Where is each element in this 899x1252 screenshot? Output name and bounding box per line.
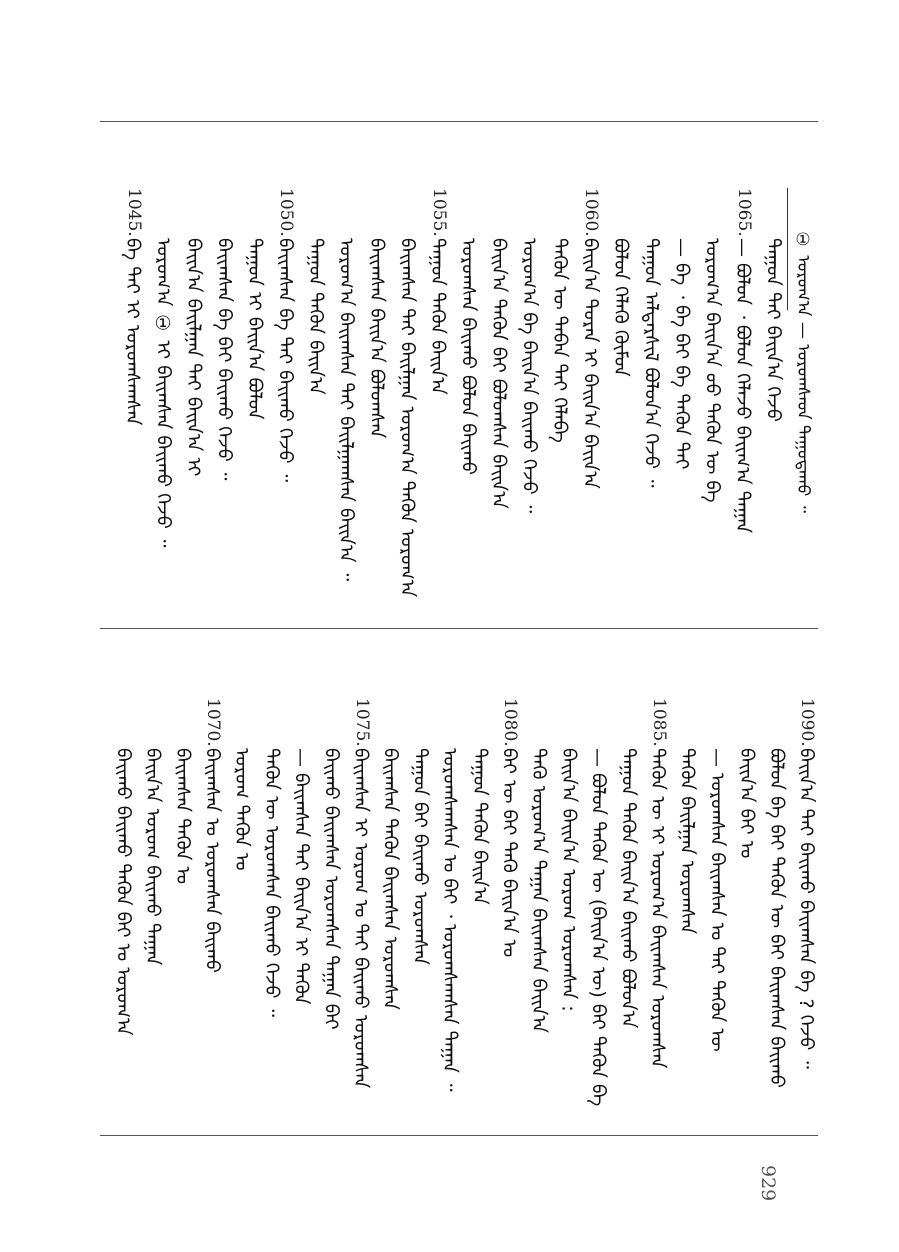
verse-text: ᠳᠠᠭᠤᠨ ᠲᠠᠢ ᠪᠠᠢᠨ᠎ᠠ ᠭᠡᠵᠦ — [762, 238, 784, 422]
verse-text: ᠪᠠᠢᠬᠤ ᠪᠠᠢᠬᠤ ᠲᠡᠭᠦᠨ ᠪᠠᠢ ᠤ ᠤᠷᠤᠭ᠎ᠠ — [111, 748, 134, 1036]
verse-text: ᠲᠡᠭᠦ ᠤᠷᠤᠭ᠎ᠠ ᠲᠠᠭᠠᠨ ᠪᠠᠢᠭᠰᠠᠨ ᠪᠠᠢᠨ᠎ᠠ — [527, 748, 550, 1034]
verse-text: ᠤᠷᠤᠭ ᠲᠡᠭᠦᠨ ᠤ — [230, 748, 253, 871]
verse-text: ᠪᠠᠢᠨ᠎ᠠ ᠪᠠᠢᠯᠭᠠᠨ ᠲᠠᠢ ᠪᠠᠢᠨ᠎ᠠ ᠢ — [182, 238, 205, 477]
verse-text: ᠲᠡᠭᠦᠨ ᠪᠠᠢᠯᠭᠠᠨ ᠤᠷᠤᠭᠰᠠᠨ — [676, 748, 699, 935]
verse-text: ᠲᠡᠭᠦᠨ ᠦ ᠤᠷᠤᠭᠰᠠᠨ ᠪᠠᠢᠬᠤ ᠭᠡᠵᠦ ᠃ — [260, 748, 283, 1017]
verse-text: ᠪᠠᠢᠭᠰᠠᠨ ᠪᠠ ᠪᠠᠢ ᠪᠠᠢᠬᠤ ᠭᠡᠵᠦ ᠃ — [213, 238, 235, 481]
verse-text: ᠤᠷᠤᠭ᠎ᠠ ① ᠢ ᠪᠠᠢᠭᠰᠠᠨ ᠪᠠᠢᠬᠤ ᠭᠡᠵᠦ ᠃ — [152, 238, 174, 548]
verse-text: ᠪᠠᠢᠨ᠎ᠠ ᠳᠤᠷᠠᠨ ᠢ ᠪᠠᠢᠨ᠎ᠠ ᠪᠠᠢᠨ᠎ᠠ — [579, 238, 601, 489]
verse-text: ᠪᠠᠢᠭᠰᠠᠨ ᠲᠡᠭᠦᠨ ᠪᠠᠢᠭᠰᠠᠨ ᠤᠷᠤᠭᠰᠠᠨ — [379, 748, 402, 1010]
verse-text: ᠳᠠᠭᠤᠨ ᠲᠡᠭᠦᠨ ᠪᠠᠢᠨ᠎ᠠ — [468, 748, 491, 905]
footnote-rule — [787, 188, 788, 310]
verse-text: ᠳᠠᠭᠤᠨ ᠲᠡᠭᠦᠨ ᠪᠠᠢᠨ᠎ᠠ — [304, 238, 327, 395]
verse-text: — ᠤᠷᠤᠭᠰᠠᠨ ᠪᠠᠢᠭᠰᠠᠨ ᠤ ᠲᠠᠢ ᠲᠡᠭᠦᠨ ᠦ — [705, 748, 728, 1052]
line-number: 1065. — [733, 188, 754, 237]
verse-text: ᠳᠠᠭᠤᠨ ᠲᠡᠭᠦᠨ ᠪᠠᠢᠨ᠎ᠠ — [426, 238, 449, 395]
verse-text: ᠤᠷᠤᠭ᠎ᠠ ᠪᠠᠢᠭᠰᠠᠨ ᠲᠠᠢ ᠪᠠᠢᠯᠭᠠᠭᠰᠠᠨ ᠪᠠᠢᠨ᠎ᠠ ᠃ — [335, 238, 357, 582]
verse-text: ᠪᠠᠢᠭᠰᠠᠨ ᠲᠡᠭᠦᠨ ᠤ — [171, 748, 194, 885]
verse-text: ᠪᠠ ᠲᠠᠢ ᠢ ᠤᠷᠤᠭᠰᠠᠭᠰᠠᠨ — [121, 238, 144, 426]
verse-text: ᠳᠠᠭᠤᠨ ᠢ ᠪᠠᠢᠨ᠎ᠠ ᠪᠣᠯᠣᠨ — [243, 238, 266, 420]
verse-text: ᠪᠠᠢᠭᠰᠠᠨ ᠤ ᠤᠷᠤᠭᠰᠠᠨ ᠪᠠᠢᠬᠤ — [201, 748, 223, 973]
line-number: 1080. — [500, 698, 520, 747]
verse-text: ᠪᠣᠯᠣᠨ ᠬᠡᠯᠡᠬᠦ ᠬᠦᠮᠦᠨ — [609, 238, 632, 377]
verse-text: ᠤᠷᠤᠭ᠎ᠠ ᠪᠠᠢᠨ᠎ᠠ ᠦᠦ ᠲᠡᠭᠦᠨ ᠦ ᠪᠠ — [701, 238, 723, 503]
verse-text: — ᠪᠠ ᠂ ᠪᠠ ᠪᠠᠢ ᠪᠠ ᠲᠡᠭᠦᠨ ᠲᠠᠢ — [670, 238, 693, 470]
top-rule — [100, 121, 818, 122]
verse-text: ᠪᠣᠯᠣᠨ ᠪᠠ ᠪᠠᠢ ᠲᠡᠭᠦᠨ ᠦ ᠪᠠᠢ ᠪᠠᠢᠭᠰᠠᠨ ᠪᠠᠢᠬᠤ — [765, 748, 788, 1088]
verse-text: — ᠪᠠᠢᠭᠰᠠᠨ ᠲᠠᠢ ᠪᠠᠢᠨ᠎ᠠ ᠢ ᠲᠡᠭᠦᠨ — [290, 748, 313, 1005]
verse-text: — ᠪᠣᠯᠣᠨ ᠲᠡᠭᠦᠨ ᠦ (ᠪᠠᠢᠨ᠎ᠠ ᠦ) ᠪᠠᠢ ᠲᠡᠭᠦᠨ ᠪᠠ — [587, 748, 610, 1107]
verse-text: ᠲᠡᠭᠦᠨ ᠦ ᠲᠠᠪᠠᠨ ᠲᠠᠢ ᠬᠡᠯᠡᠪᠡ — [548, 238, 571, 443]
verse-text: — ᠪᠣᠯᠣᠨ ᠂ ᠪᠣᠯᠣᠨ ᠬᠡᠯᠡᠵᠦ ᠪᠠᠢᠭ᠎ᠠ ᠲᠠᠭᠠᠨ — [731, 238, 754, 534]
verse-text: ᠪᠠᠢᠨ᠎ᠠ ᠲᠡᠭᠦᠨ ᠪᠠᠢ ᠪᠣᠯᠣᠭᠰᠠᠨ ᠪᠠᠢᠨ᠎ᠠ — [487, 238, 510, 509]
verse-text: ᠤᠷᠤᠭᠰᠠᠭᠰᠠᠨ ᠤ ᠪᠠᠢ ᠂ ᠤᠷᠤᠭᠰᠠᠭᠰᠠᠨ ᠲᠠᠭᠠᠨ ᠃ — [438, 748, 461, 1092]
verse-text: ᠪᠠᠢᠭᠰᠠᠨ ᠪᠠᠢᠨ᠎ᠠ ᠪᠣᠯᠣᠭᠰᠠᠨ — [365, 238, 388, 439]
line-number: 1050. — [276, 188, 296, 237]
verse-text: ᠤᠷᠤᠭ᠎ᠠ ᠪᠠ ᠪᠠᠢᠨ᠎ᠠ ᠪᠠᠢᠬᠤ ᠭᠡᠵᠦ ᠃ — [518, 238, 540, 514]
verse-text: ᠪᠠᠢᠭᠰᠠᠨ ᠪᠠ ᠲᠠᠢ ᠪᠠᠢᠬᠤ ᠭᠡᠵᠦ ᠃ — [274, 238, 296, 483]
verse-text: ᠪᠠᠢ ᠦ ᠪᠠᠢ ᠲᠡᠭᠦ ᠪᠠᠢᠨ᠎ᠠ ᠤ — [498, 748, 520, 958]
line-number: 1075. — [351, 698, 372, 747]
verse-text: ᠪᠠᠢᠨ᠎ᠠ ᠲᠠᠢ ᠪᠠᠢᠬᠤ ᠪᠠᠢᠭᠰᠠᠨ ᠪᠠ ? ᠭᠡᠵᠦ ᠃ — [795, 748, 817, 1069]
middle-rule — [100, 628, 818, 629]
verse-text: ᠳᠠᠭᠤᠨ ᠠᠯᠳᠠᠷᠰᠢᠯ ᠪᠣᠯᠤᠨ᠎ᠠ ᠭᠡᠵᠦ ᠃ — [640, 238, 662, 488]
verse-text: ᠳᠠᠭᠤᠨ ᠲᠡᠭᠦᠨ ᠪᠠᠢᠨ᠎ᠠ ᠪᠠᠢᠬᠤ ᠪᠣᠯᠣᠨ᠎ᠠ — [616, 748, 639, 1029]
verse-text: ᠲᠡᠭᠦᠨ ᠦ ᠢ ᠤᠷᠤᠭ᠎ᠠ ᠪᠠᠢᠭᠰᠠᠨ ᠤᠷᠤᠭᠰᠠᠨ — [646, 748, 669, 1069]
line-number: 1060. — [581, 188, 601, 237]
verse-text: ᠳᠠᠭᠤᠨ ᠪᠠᠢ ᠪᠠᠢᠬᠤ ᠤᠷᠤᠭᠰᠠᠨ — [408, 748, 431, 965]
verse-text: ᠪᠠᠢᠬᠤ ᠪᠠᠢᠭᠰᠠᠨ ᠤᠷᠤᠭᠰᠠᠨ ᠲᠠᠭᠠᠨ ᠪᠠᠢ — [319, 748, 342, 1030]
line-number: 1070. — [203, 698, 223, 747]
verse-text: ᠤᠷᠤᠭᠰᠠᠨ ᠪᠠᠢᠬᠤ ᠪᠣᠯᠣᠨ ᠪᠠᠢᠬᠤ — [457, 238, 479, 475]
verse-text: ᠪᠠᠢᠨ᠎ᠠ ᠪᠠᠢᠨ᠎ᠠ ᠤᠷᠤᠭ ᠤᠷᠤᠭᠰᠠᠨ : — [557, 748, 580, 1012]
verse-text: ᠪᠠᠢᠭᠰᠠᠨ ᠲᠠᠢ ᠪᠠᠢᠯᠭᠠᠨ ᠤᠷᠤᠭ᠎ᠠ ᠲᠡᠭᠦᠨ ᠤᠷᠤᠭ᠎ᠠ — [396, 238, 418, 598]
line-number: 1090. — [797, 698, 817, 747]
page-number: 929 — [757, 1165, 779, 1202]
line-number: 1055. — [428, 188, 449, 237]
verse-text: ᠪᠠᠢᠨ᠎ᠠ ᠤᠷᠤᠭ ᠪᠠᠢᠬᠤ ᠲᠠᠭᠠᠨ — [141, 748, 164, 966]
line-number: 1045. — [123, 188, 144, 237]
verse-text: ᠪᠠᠢᠨ᠎ᠠ ᠪᠠᠢ ᠤ — [735, 748, 758, 859]
line-number: 1085. — [648, 698, 669, 747]
bottom-rule — [100, 1135, 818, 1136]
verse-text: ᠪᠠᠢᠭᠰᠠᠨ ᠢ ᠤᠷᠤᠭ ᠤ ᠲᠠᠢ ᠪᠠᠢᠬᠤ ᠤᠷᠤᠭᠰᠠᠨ — [349, 748, 372, 1089]
footnote-text: ① ᠤᠷᠤᠭ᠎ᠠ — ᠤᠷᠤᠭᠰᠠᠳ ᠳᠠᠭᠤᠳᠠᠬᠤ ᠃ — [793, 230, 813, 513]
